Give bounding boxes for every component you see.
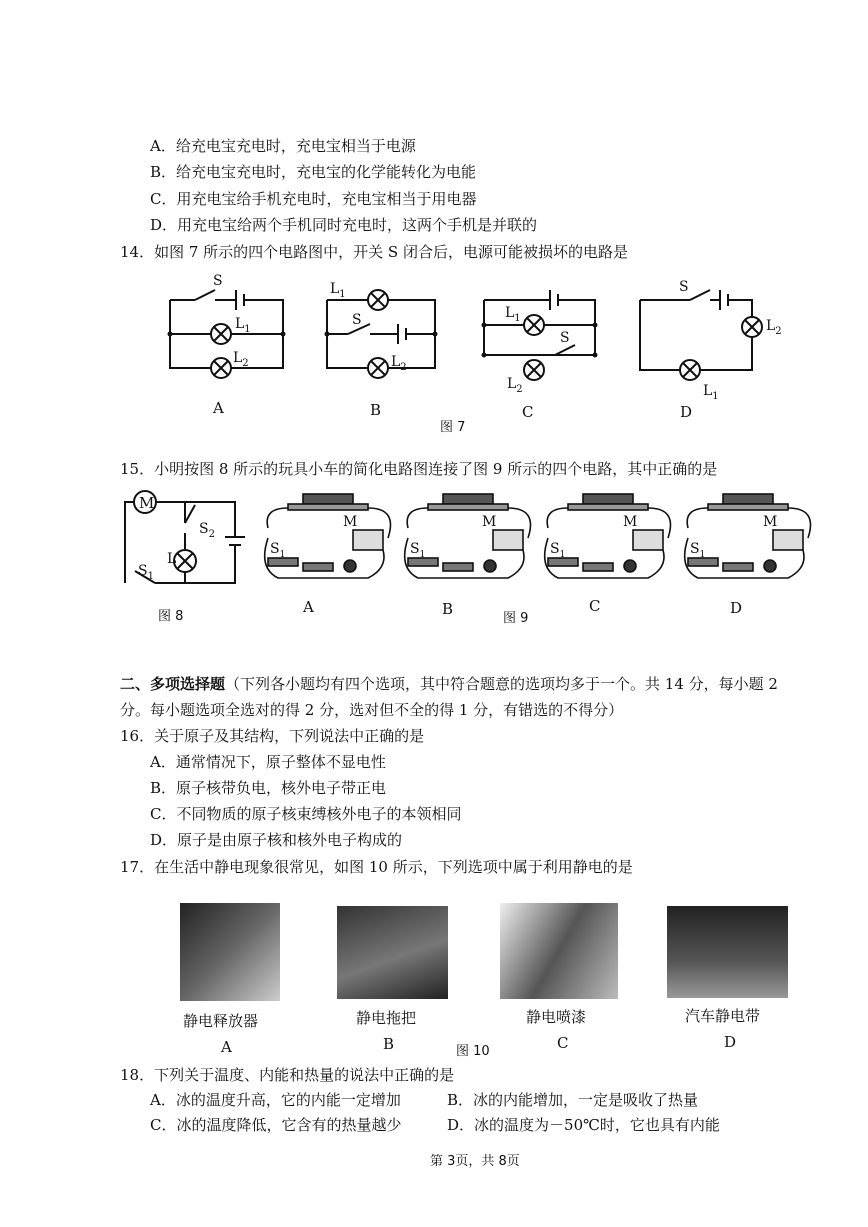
circuit-a-l2-label: $L_2$ — [233, 350, 249, 369]
image-static-spray-paint — [500, 903, 618, 999]
fig8-l-label: L — [167, 551, 177, 567]
circuit-d-l1-label: $L_1$ — [703, 383, 719, 402]
section-2-line-1: 二、多项选择题（下列各小题均有四个选项，其中符合题意的选项均多于一个。共 14 分，每小题 2 — [120, 675, 778, 693]
fig9-a-s1-label: $S_1$ — [270, 541, 286, 560]
circuit-c — [484, 290, 595, 380]
page-footer: 第 3页，共 8页 — [430, 1154, 520, 1169]
fig9-c-s1-label: $S_1$ — [550, 541, 566, 560]
image-static-mop — [337, 906, 448, 999]
figure-8-circuit — [115, 485, 255, 595]
circuit-c-l2-label: $L_2$ — [507, 376, 523, 395]
q18-option-b: B．冰的内能增加，一定是吸收了热量 — [447, 1091, 699, 1109]
figure-10-caption: 图 10 — [456, 1044, 490, 1059]
q17-option-label-a: A — [221, 1038, 232, 1056]
q14-stem: 14．如图 7 所示的四个电路图中，开关 S 闭合后，电源可能被损坏的电路是 — [120, 243, 628, 261]
circuit-a-switch-label: S — [213, 273, 223, 289]
fig9-c-motor-label: M — [623, 514, 638, 530]
fig8-s1-label: $S_1$ — [138, 563, 154, 582]
q17-option-label-b: B — [383, 1035, 395, 1053]
q18-option-d: D．冰的温度为－50℃时，它也具有内能 — [447, 1116, 720, 1134]
q17-stem: 17．在生活中静电现象很常见，如图 10 所示，下列选项中属于利用静电的是 — [120, 858, 633, 876]
figure-7-circuits — [0, 270, 868, 430]
q17-caption-a: 静电释放器 — [183, 1012, 259, 1030]
q15-stem: 15．小明按图 8 所示的玩具小车的简化电路图连接了图 9 所示的四个电路，其中正确的是 — [120, 460, 718, 478]
circuit-d-l2-label: $L_2$ — [766, 318, 782, 337]
section-2-line-2: 分。每小题选项全选对的得 2 分，选对但不全的得 1 分，有错选的不得分） — [120, 701, 624, 719]
image-static-discharger — [180, 903, 280, 1001]
q17-option-label-c: C — [557, 1034, 569, 1052]
q16-option-a: A．通常情况下，原子整体不显电性 — [150, 753, 386, 771]
q17-caption-c: 静电喷漆 — [526, 1008, 587, 1026]
fig9-d-s1-label: $S_1$ — [690, 541, 706, 560]
figure-8-caption: 图 8 — [158, 609, 184, 624]
q16-stem: 16．关于原子及其结构，下列说法中正确的是 — [120, 727, 425, 745]
q13-option-b: B．给充电宝充电时，充电宝的化学能转化为电能 — [150, 163, 477, 181]
fig9-b-s1-label: $S_1$ — [410, 541, 426, 560]
fig9-b-motor-label: M — [482, 514, 497, 530]
q13-option-c: C．用充电宝给手机充电时，充电宝相当于用电器 — [150, 190, 477, 208]
fig9-a-option-label: A — [303, 598, 314, 616]
fig8-motor-label: M — [139, 494, 155, 512]
q16-option-c: C．不同物质的原子核束缚核外电子的本领相同 — [150, 805, 462, 823]
q17-caption-b: 静电拖把 — [356, 1009, 417, 1027]
q13-option-d: D．用充电宝给两个手机同时充电时，这两个手机是并联的 — [150, 216, 538, 234]
q17-caption-d: 汽车静电带 — [685, 1007, 761, 1025]
q18-option-c: C．冰的温度降低，它含有的热量越少 — [150, 1116, 402, 1134]
figure-7-caption: 图 7 — [440, 420, 466, 435]
circuit-a-option-label: A — [213, 399, 224, 417]
circuit-b-switch-label: S — [352, 312, 362, 328]
circuit-d-option-label: D — [680, 403, 693, 421]
q16-option-d: D．原子是由原子核和核外电子构成的 — [150, 831, 403, 849]
fig9-d-option-label: D — [730, 599, 743, 617]
circuit-c-l1-label: $L_1$ — [505, 305, 521, 324]
fig8-s2-label: $S_2$ — [199, 521, 215, 540]
circuit-b-option-label: B — [370, 401, 382, 419]
circuit-c-switch-label: S — [560, 330, 570, 346]
circuit-a — [170, 290, 283, 378]
circuit-b-l1-label: $L_1$ — [330, 281, 346, 300]
fig9-c-option-label: C — [589, 597, 601, 615]
circuit-c-option-label: C — [522, 403, 534, 421]
figure-9-wiring — [258, 488, 818, 588]
fig9-d-motor-label: M — [763, 514, 778, 530]
circuit-d-switch-label: S — [679, 279, 689, 295]
q18-stem: 18．下列关于温度、内能和热量的说法中正确的是 — [120, 1066, 455, 1084]
fig9-b-option-label: B — [442, 600, 454, 618]
image-car-static-strap — [667, 906, 788, 998]
q13-option-a: A．给充电宝充电时，充电宝相当于电源 — [150, 137, 416, 155]
circuit-d — [640, 290, 762, 380]
circuit-b-l2-label: $L_2$ — [391, 354, 407, 373]
q18-option-a: A．冰的温度升高，它的内能一定增加 — [150, 1091, 401, 1109]
circuit-a-l1-label: $L_1$ — [235, 316, 251, 335]
fig9-a-motor-label: M — [343, 514, 358, 530]
q17-option-label-d: D — [724, 1033, 737, 1051]
figure-9-caption: 图 9 — [503, 611, 529, 626]
q16-option-b: B．原子核带负电，核外电子带正电 — [150, 779, 387, 797]
circuit-b — [327, 290, 435, 378]
section-2-heading: 二、多项选择题 — [120, 675, 226, 693]
